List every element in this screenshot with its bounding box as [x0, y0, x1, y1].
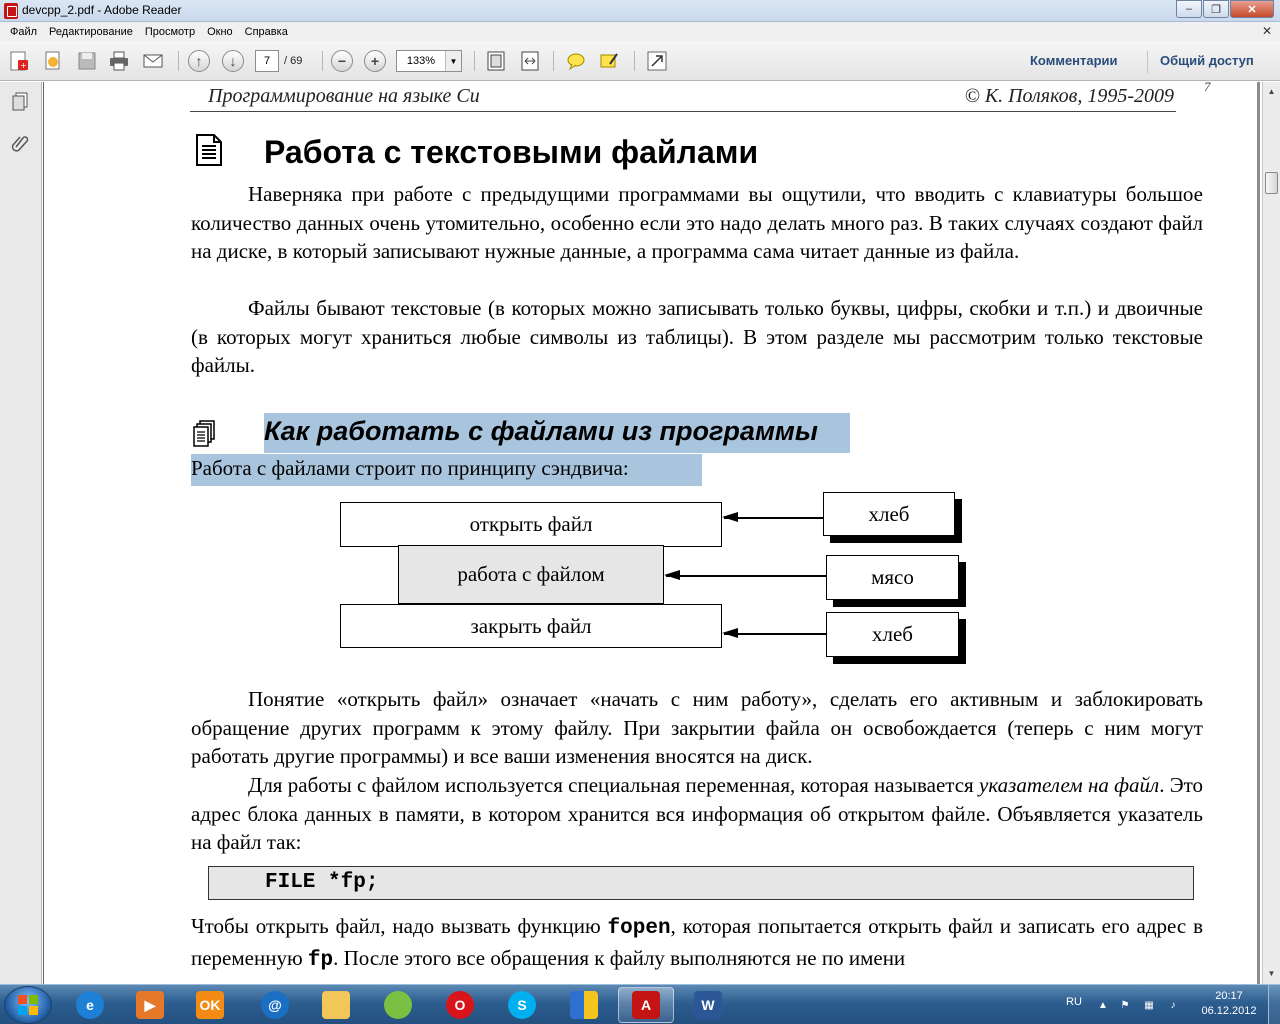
- fit-page-button[interactable]: [485, 49, 507, 73]
- zoom-select[interactable]: [396, 49, 462, 73]
- page-navigation: [255, 49, 302, 73]
- window-title: devcpp_2.pdf - Adobe Reader: [22, 3, 182, 17]
- zoom-out-button[interactable]: [331, 49, 353, 73]
- section-heading: Работа с текстовыми файлами: [264, 134, 759, 170]
- menu-view[interactable]: Просмотр: [144, 25, 196, 38]
- print-button[interactable]: [108, 49, 130, 73]
- fit-width-icon: [519, 50, 541, 72]
- word-icon: W: [694, 991, 722, 1019]
- opera-icon: O: [446, 991, 474, 1019]
- taskbar-media-player[interactable]: [122, 987, 178, 1023]
- arrow-down-icon: ↓: [222, 50, 244, 72]
- bread-bottom-box: хлеб: [826, 612, 959, 657]
- paragraph-2-text: Файлы бывают текстовые (в которых можно записывать только буквы, цифры, скобки и т.п.) и двоичные (в которых могут храниться любые символы из таблицы). В этом разделе мы рассмотрим только текстовые файлы.: [191, 296, 1203, 377]
- internet-explorer-icon: e: [76, 991, 104, 1019]
- bread-top-box: хлеб: [823, 492, 955, 536]
- email-icon: [142, 50, 164, 72]
- arrow-left-icon: [666, 575, 826, 577]
- vertical-scrollbar[interactable]: [1262, 82, 1280, 984]
- paragraph-1: [191, 180, 1203, 266]
- toolbar-separator: [322, 51, 323, 71]
- svg-text:+: +: [20, 61, 27, 70]
- taskbar-opera[interactable]: [432, 987, 488, 1023]
- open-file-box: открыть файл: [340, 502, 722, 547]
- highlight-button[interactable]: [598, 49, 620, 73]
- expand-icon: [646, 50, 668, 72]
- paragraph-5-code-fopen: fopen: [607, 917, 671, 940]
- media-player-icon: ▶: [136, 991, 164, 1019]
- chevron-down-icon[interactable]: ▼: [445, 51, 461, 71]
- speech-bubble-icon: [565, 50, 587, 72]
- paragraph-2: [191, 294, 1203, 380]
- arrow-up-icon: ↑: [188, 50, 210, 72]
- scroll-down-icon[interactable]: ▼: [1267, 969, 1276, 978]
- clock-time: 20:17: [1215, 990, 1243, 1002]
- taskbar: [0, 984, 1280, 1024]
- toolbar: [0, 41, 1280, 81]
- expand-button[interactable]: [646, 49, 668, 73]
- document-edit-icon: [42, 50, 64, 72]
- language-indicator[interactable]: RU: [1066, 996, 1082, 1008]
- toolbar-separator: [178, 51, 179, 71]
- paragraph-4-text-b: . Это адрес блока данных в памяти, в котором хранится вся информация об открытом файле. Объявляется указатель на файл так:: [191, 773, 1203, 854]
- paragraph-4-italic: указателем на файл: [979, 773, 1160, 797]
- pdf-page: [43, 79, 1257, 984]
- share-link[interactable]: Общий доступ: [1160, 53, 1254, 68]
- document-viewer[interactable]: [43, 79, 1260, 984]
- clock-date: 06.12.2012: [1201, 1005, 1257, 1017]
- toolbar-separator: [1147, 51, 1148, 73]
- paragraph-4-text-a: Для работы с файлом используется специальная переменная, которая называется: [248, 773, 979, 797]
- taskbar-internet-explorer[interactable]: [62, 987, 118, 1023]
- paragraph-4: [191, 771, 1203, 857]
- fit-width-button[interactable]: [519, 49, 541, 73]
- arrow-left-icon: [724, 633, 826, 635]
- skype-icon: S: [508, 991, 536, 1019]
- menu-bar: [0, 22, 1280, 41]
- sandwich-intro: Работа с файлами строит по принципу сэндвича:: [191, 456, 629, 480]
- menu-file[interactable]: Файл: [10, 25, 38, 38]
- close-file-box: закрыть файл: [340, 604, 722, 648]
- network-icon[interactable]: ▦: [1144, 999, 1154, 1011]
- folder-icon: [322, 991, 350, 1019]
- taskbar-file-explorer[interactable]: [308, 987, 364, 1023]
- edit-document-button[interactable]: [42, 49, 64, 73]
- running-header-right: © К. Поляков, 1995-2009: [964, 85, 1174, 107]
- toolbar-separator: [634, 51, 635, 71]
- page-number: 7: [1204, 79, 1211, 94]
- page-total: / 69: [284, 55, 303, 67]
- fit-page-icon: [485, 50, 507, 72]
- menu-help[interactable]: Справка: [244, 25, 288, 38]
- app-green-icon: [384, 991, 412, 1019]
- create-pdf-button[interactable]: [8, 49, 30, 73]
- shield-icon: [570, 991, 598, 1019]
- create-pdf-icon: [8, 50, 30, 72]
- email-button[interactable]: [142, 49, 164, 73]
- previous-page-button[interactable]: [188, 49, 210, 73]
- menu-window[interactable]: Окно: [207, 25, 233, 38]
- zoom-value: 133%: [406, 55, 436, 67]
- tray-expand-icon[interactable]: ▲: [1098, 999, 1108, 1011]
- window-controls: [1175, 0, 1274, 20]
- paragraph-5-code-fp: fp: [307, 948, 334, 972]
- document-icon: [194, 134, 224, 166]
- odnoklassniki-icon: OK: [196, 991, 224, 1019]
- zoom-box: [396, 50, 462, 72]
- action-center-icon[interactable]: ⚑: [1120, 999, 1130, 1011]
- header-rule: [190, 111, 1176, 112]
- taskbar-adobe-reader[interactable]: [618, 987, 674, 1023]
- toolbar-separator: [553, 51, 554, 71]
- close-document-icon[interactable]: ✕: [1261, 24, 1272, 38]
- print-icon: [108, 50, 130, 72]
- paragraph-5-text-b: , которая попытается открыть файл и записать его адрес в переменную: [191, 914, 1203, 970]
- show-desktop-button[interactable]: [1268, 985, 1280, 1024]
- taskbar-mail-agent[interactable]: [247, 987, 303, 1023]
- running-header-left: Программирование на языке Си: [208, 85, 480, 107]
- work-file-box: работа с файлом: [398, 545, 664, 604]
- plus-icon: +: [364, 50, 386, 72]
- page-thumbnails-button[interactable]: [9, 90, 31, 112]
- paragraph-5-text-a: Чтобы открыть файл, надо вызвать функцию: [191, 914, 608, 938]
- taskbar-app-green[interactable]: [370, 987, 426, 1023]
- taskbar-skype[interactable]: [494, 987, 550, 1023]
- volume-icon[interactable]: ♪: [1170, 999, 1176, 1011]
- documents-stack-icon: [192, 420, 216, 448]
- toolbar-separator: [474, 51, 475, 71]
- paragraph-3: [191, 685, 1203, 771]
- adobe-reader-icon: A: [632, 991, 660, 1019]
- taskbar-security-center[interactable]: [556, 987, 612, 1023]
- arrow-left-icon: [724, 517, 823, 519]
- comments-link[interactable]: Комментарии: [1030, 53, 1118, 68]
- taskbar-odnoklassniki[interactable]: [182, 987, 238, 1023]
- minimize-button[interactable]: –: [1176, 0, 1202, 18]
- mail-agent-icon: @: [261, 991, 289, 1019]
- windows-logo-icon: [18, 995, 38, 1015]
- code-block: FILE *fp;: [208, 866, 1194, 900]
- start-button[interactable]: [4, 986, 52, 1024]
- save-icon: [76, 50, 98, 72]
- close-button[interactable]: ✕: [1230, 0, 1274, 18]
- next-page-button[interactable]: [222, 49, 244, 73]
- navigation-panel: [0, 82, 42, 984]
- paragraph-5-text-c: . После этого все обращения к файлу выполняются не по имени: [333, 945, 906, 970]
- paragraph-1-text: Наверняка при работе с предыдущими программами вы ощутили, что вводить с клавиатуры большое количество данных очень утомительно, особенно если это надо делать много раз. В таких случаях создают файл на диске, в который записывают нужные данные, а программа сама читает данные из файла.: [191, 182, 1203, 263]
- restore-button[interactable]: ❐: [1203, 0, 1229, 18]
- highlighter-icon: [598, 50, 620, 72]
- clock[interactable]: [1199, 989, 1259, 1019]
- minus-icon: −: [331, 50, 353, 72]
- attachments-button[interactable]: [9, 132, 31, 154]
- paragraph-5: [191, 912, 1203, 975]
- scroll-up-icon[interactable]: ▲: [1267, 87, 1276, 96]
- title-bar: [0, 0, 1280, 22]
- adobe-reader-icon: [4, 3, 18, 19]
- menu-edit[interactable]: Редактирование: [49, 25, 133, 38]
- pages-icon: [10, 91, 30, 111]
- zoom-in-button[interactable]: [364, 49, 386, 73]
- taskbar-word[interactable]: [680, 987, 736, 1023]
- scrollbar-thumb[interactable]: [1265, 172, 1278, 194]
- save-button[interactable]: [76, 49, 98, 73]
- subsection-heading: Как работать с файлами из программы: [264, 416, 818, 446]
- page-number-input[interactable]: 7: [255, 50, 279, 72]
- paperclip-icon: [10, 133, 30, 153]
- meat-box: мясо: [826, 555, 959, 600]
- paragraph-3-text: Понятие «открыть файл» означает «начать с ним работу», сделать его активным и заблокировать обращение других программ к этому файлу. При закрытии файла он освобождается (теперь с ним могут работать другие программы) и все ваши изменения вносятся на диск.: [191, 687, 1203, 768]
- comment-button[interactable]: [565, 49, 587, 73]
